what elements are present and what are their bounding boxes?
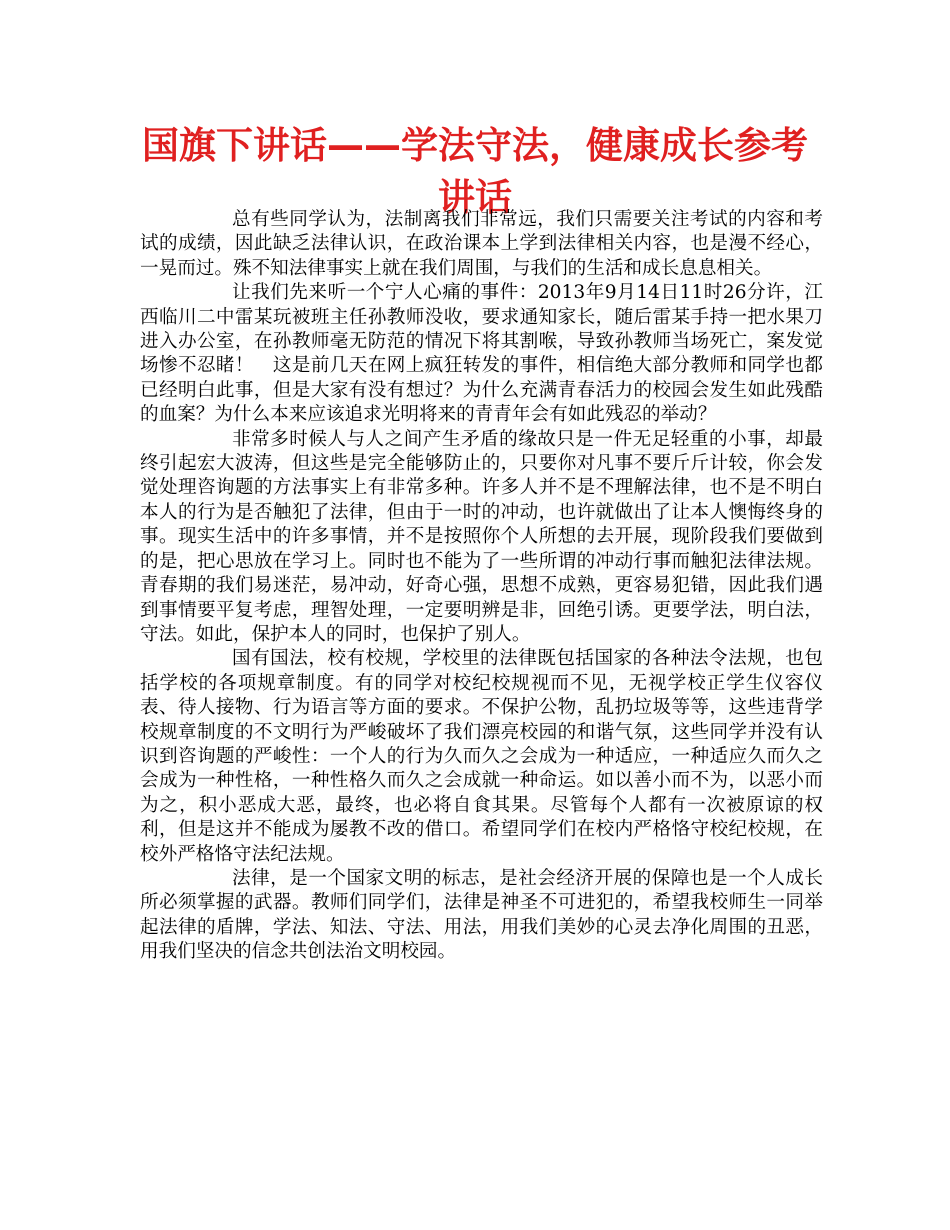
paragraph-5: 法律，是一个国家文明的标志，是社会经济开展的保障也是一个人成长所必须掌握的武器。教师们同学们，法律是神圣不可进犯的，希望我校师生一同举起法律的盾牌，学法、知法、守法、用法，用我们美妙的心灵去净化周围的丑恶，用我们坚决的信念共创法治文明校园。 <box>140 867 823 963</box>
paragraph-4: 国有国法，校有校规，学校里的法律既包括国家的各种法令法规，也包括学校的各项规章制度。有的同学对校纪校规视而不见，无视学校正学生仪容仪表、待人接物、行为语言等方面的要求。不保护公物，乱扔垃圾等等，这些违背学校规章制度的不文明行为严峻破坏了我们漂亮校园的和谐气氛，这些同学并没有认识到咨询题的严峻性：一个人的行为久而久之会成为一种适应，一种适应久而久之会成为一种性格，一种性格久而久之会成就一种命运。如以善小而不为，以恶小而为之，积小恶成大恶，最终，也必将自食其果。尽管每个人都有一次被原谅的权利，但是这并不能成为屡教不改的借口。希望同学们在校内严格恪守校纪校规，在校外严格恪守法纪法规。 <box>140 648 823 865</box>
paragraph-1: 总有些同学认为，法制离我们非常远，我们只需要关注考试的内容和考试的成绩，因此缺乏法律认识，在政治课本上学到法律相关内容，也是漫不经心，一晃而过。殊不知法律事实上就在我们周围，与我们的生活和成长息息相关。 <box>140 209 823 279</box>
paragraph-3: 非常多时候人与人之间产生矛盾的缘故只是一件无足轻重的小事，却最终引起宏大波涛，但这些是完全能够防止的，只要你对凡事不要斤斤计较，你会发觉处理咨询题的方法事实上有非常多种。许多人并不是不理解法律，也不是不明白本人的行为是否触犯了法律，但由于一时的冲动，也许就做出了让本人懊悔终身的事。现实生活中的许多事情，并不是按照你个人所想的去开展，现阶段我们要做到的是，把心思放在学习上。同时也不能为了一些所谓的冲动行事而触犯法律法规。青春期的我们易迷茫，易冲动，好奇心强，思想不成熟，更容易犯错，因此我们遇到事情要平复考虑，理智处理，一定要明辨是非，回绝引诱。更要学法，明白法，守法。如此，保护本人的同时，也保护了别人。 <box>140 428 823 645</box>
document-title: 国旗下讲话——学法守法，健康成长参考讲话 <box>142 124 808 219</box>
paragraph-2: 让我们先来听一个宁人心痛的事件：2013年9月14日11时26分许，江西临川二中雷某玩被班主任孙教师没收，要求通知家长，随后雷某手持一把水果刀进入办公室，在孙教师毫无防范的情况下将其割喉，导致孙教师当场死亡，案发觉场惨不忍睹！ 这是前几天在网上疯狂转发的事件，相信绝大部分教师和同学也都已经明白此事，但是大家有没有想过？为什么充满青春活力的校园会发生如此残酷的血案？为什么本来应该追求光明将来的青青年会有如此残忍的举动？ <box>140 282 823 426</box>
document-body <box>140 208 823 965</box>
